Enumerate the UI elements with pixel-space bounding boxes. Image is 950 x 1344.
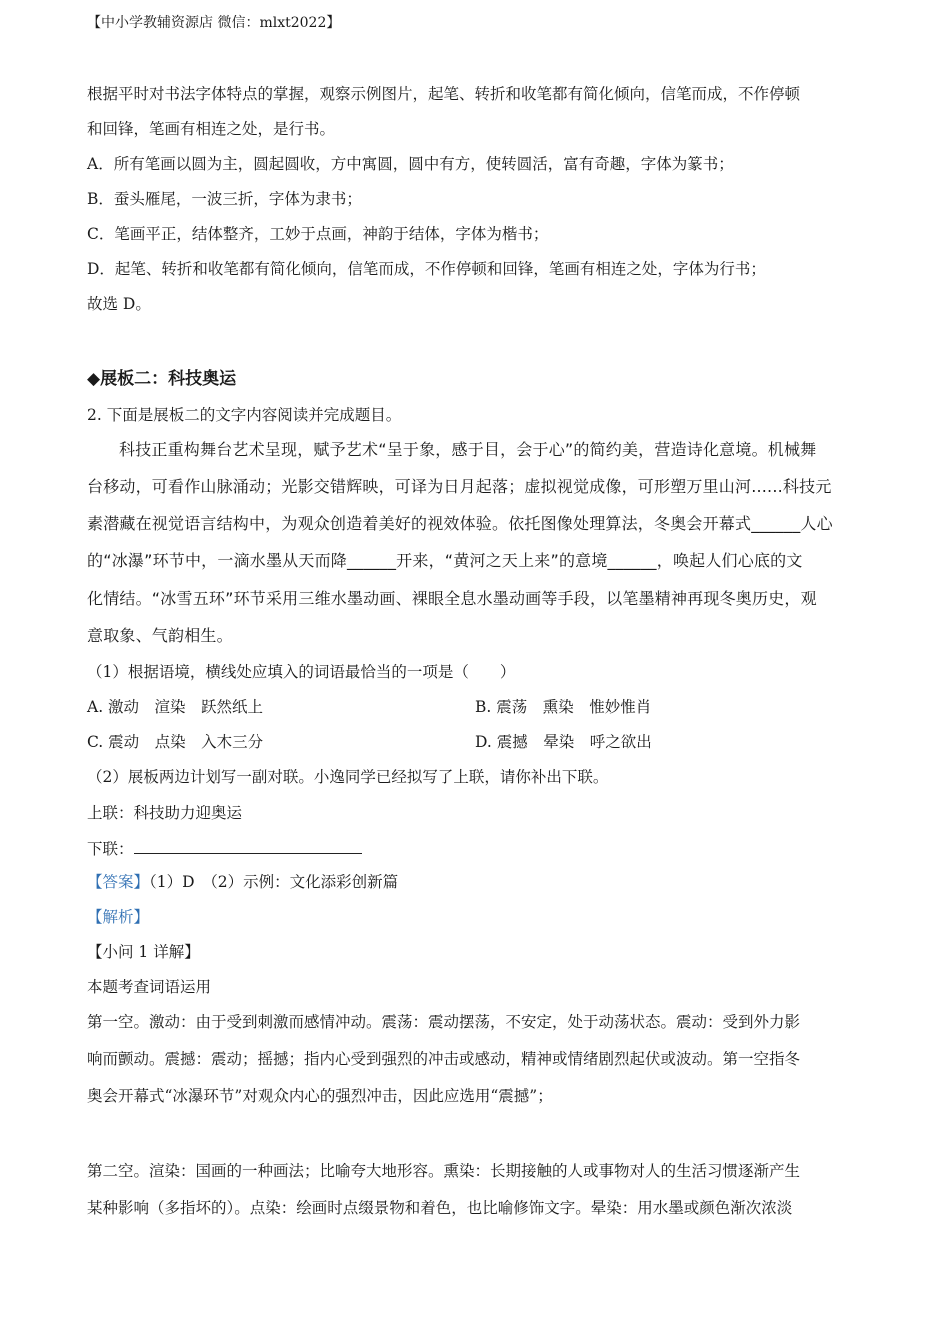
passage-line-5: 化情结。“冰雪五环”环节采用三维水墨动画、裸眼全息水墨动画等手段，以笔墨精神再现冬奥历史，观 (87, 589, 817, 608)
choice-b[interactable]: B. 震荡 熏染 惟妙惟肖 (475, 698, 652, 716)
sub-question-1: （1）根据语境，横线处应填入的词语最恰当的一项是（ ） (87, 663, 516, 681)
blank1-line-1: 第一空。激动：由于受到刺激而感情冲动。震荡：震动摆荡，不安定，处于动荡状态。震动：受到外力影 (87, 1013, 801, 1031)
answer-text: （1）D （2）示例：文化添彩创新篇 (149, 873, 399, 891)
blank1-line-2: 响而颤动。震撼：震动；摇撼；指内心受到强烈的冲击或感动，精神或情绪剧烈起伏或波动。第一空指冬 (87, 1050, 801, 1068)
lower-couplet-blank[interactable] (134, 838, 362, 854)
choice-d[interactable]: D. 震撼 晕染 呼之欲出 (475, 733, 652, 751)
passage-line-4: 的“冰瀑”环节中，一滴水墨从天而降______开来，“黄河之天上来”的意境______，唤起人们心底的文 (87, 551, 803, 570)
passage-line-3: 素潜藏在视觉语言结构中，为观众创造着美好的视效体验。依托图像处理算法，冬奥会开幕式______人心 (87, 514, 833, 533)
analysis-option-d: D．起笔、转折和收笔都有简化倾向，信笔而成，不作停顿和回锋，笔画有相连之处，字体为行书； (87, 260, 766, 278)
answer-line (87, 872, 398, 892)
analysis-option-c: C．笔画平正，结体整齐，工妙于点画，神韵于结体，字体为楷书； (87, 225, 549, 243)
conclusion: 故选 D。 (87, 295, 151, 313)
question-2: 2. 下面是展板二的文字内容阅读并完成题目。 (87, 406, 402, 424)
passage-line-6: 意取象、气韵相生。 (87, 626, 233, 645)
topic-line: 本题考查词语运用 (87, 978, 212, 996)
answer-tag: 【答案】 (87, 873, 150, 891)
page-header: 【中小学教辅资源店 微信：mlxt2022】 (87, 15, 341, 31)
choice-c[interactable]: C. 震动 点染 入木三分 (87, 733, 264, 751)
section-heading: ◆展板二：科技奥运 (87, 369, 237, 389)
choice-a[interactable]: A. 激动 渲染 跃然纸上 (87, 698, 264, 716)
passage-line-1: 科技正重构舞台艺术呈现，赋予艺术“呈于象，感于目，会于心”的简约美，营造诗化意境。机械舞 (119, 440, 817, 459)
upper-couplet: 上联：科技助力迎奥运 (87, 804, 243, 822)
blank1-line-3: 奥会开幕式“冰瀑环节”对观众内心的强烈冲击，因此应选用“震撼”； (87, 1087, 553, 1105)
blank2-line-2: 某种影响（多指坏的）。点染：绘画时点缀景物和着色，也比喻修饰文字。晕染：用水墨或颜色渐次浓淡 (87, 1199, 793, 1217)
intro-line-1: 根据平时对书法字体特点的掌握，观察示例图片，起笔、转折和收笔都有简化倾向，信笔而成，不作停顿 (87, 85, 801, 103)
lower-couplet (87, 838, 362, 859)
small-question-heading: 【小问 1 详解】 (87, 943, 200, 961)
analysis-tag: 【解析】 (87, 908, 150, 926)
lower-couplet-label: 下联： (87, 840, 134, 858)
passage-line-2: 台移动，可看作山脉涌动；光影交错辉映，可译为日月起落；虚拟视觉成像，可形塑万里山河......科技元 (87, 477, 832, 496)
sub-question-2: （2）展板两边计划写一副对联。小逸同学已经拟写了上联，请你补出下联。 (87, 768, 609, 786)
analysis-option-b: B．蚕头雁尾，一波三折，字体为隶书； (87, 190, 362, 208)
intro-line-2: 和回锋，笔画有相连之处，是行书。 (87, 120, 336, 138)
analysis-option-a: A．所有笔画以圆为主，圆起圆收，方中寓圆，圆中有方，使转圆活，富有奇趣，字体为篆书； (87, 155, 734, 173)
blank2-line-1: 第二空。渲染：国画的一种画法；比喻夸大地形容。熏染：长期接触的人或事物对人的生活习惯逐渐产生 (87, 1162, 801, 1180)
